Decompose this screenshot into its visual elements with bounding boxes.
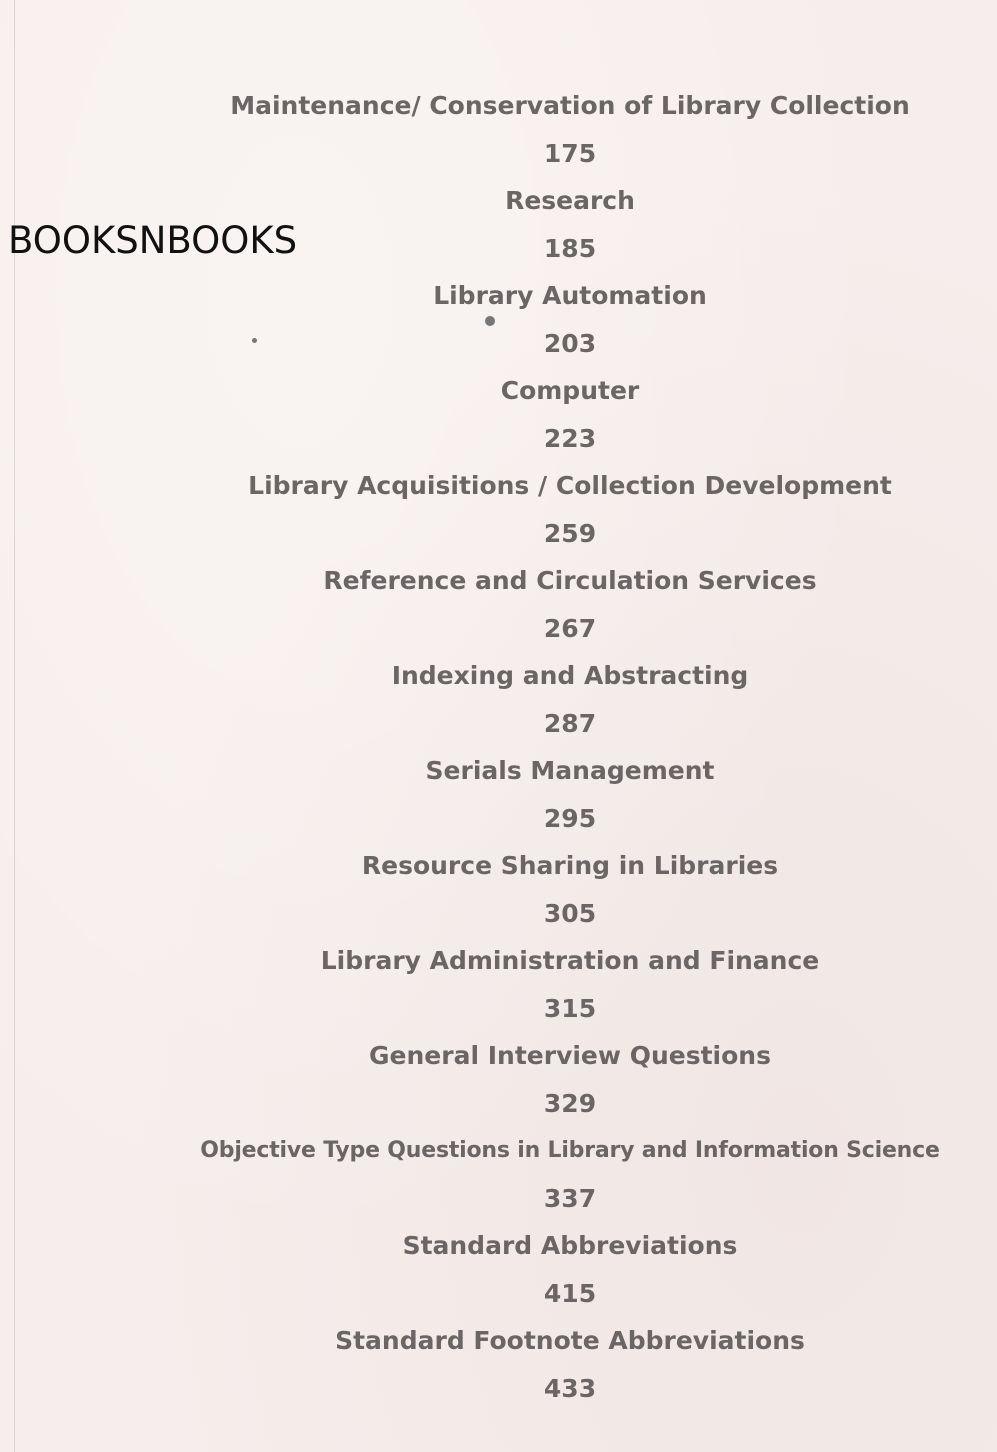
toc-entry-page: 259 (543, 518, 597, 548)
toc-entry-page: 433 (543, 1373, 597, 1403)
toc-entry (140, 177, 997, 272)
toc-entry (140, 747, 997, 842)
toc-entry-title: Objective Type Questions in Library and Information Science (200, 1138, 940, 1163)
toc-entry (140, 557, 997, 652)
toc-entry (140, 842, 997, 937)
toc-entry-title: Library Acquisitions / Collection Development (248, 471, 892, 500)
toc-entry-title: Computer (500, 376, 640, 405)
page-edge-shadow (14, 0, 15, 1452)
toc-entry-title: Resource Sharing in Libraries (361, 851, 779, 880)
ink-speck (252, 338, 257, 343)
toc-entry (140, 1032, 997, 1127)
toc-entry-page: 267 (543, 613, 597, 643)
ink-speck (485, 316, 495, 326)
toc-entry-page: 337 (543, 1183, 597, 1213)
toc-entry-page: 223 (543, 423, 597, 453)
toc-entry (140, 272, 997, 367)
toc-entry (140, 82, 997, 177)
toc-entry-title: General Interview Questions (369, 1041, 771, 1070)
table-of-contents (140, 82, 997, 1412)
toc-entry (140, 462, 997, 557)
toc-entry-page: 295 (543, 803, 597, 833)
toc-entry (140, 1317, 997, 1412)
toc-entry-page: 203 (543, 328, 597, 358)
toc-entry-title: Library Automation (433, 281, 707, 310)
toc-entry-page: 415 (543, 1278, 597, 1308)
toc-entry-title: Standard Footnote Abbreviations (335, 1326, 805, 1355)
toc-entry-page: 287 (543, 708, 597, 738)
toc-entry-title: Standard Abbreviations (402, 1231, 738, 1260)
watermark-text: BOOKSNBOOKS (8, 219, 298, 262)
toc-entry-title: Research (505, 186, 635, 215)
toc-entry (140, 652, 997, 747)
toc-entry-page: 329 (543, 1088, 597, 1118)
toc-entry-title: Library Administration and Finance (320, 946, 820, 975)
toc-entry (140, 367, 997, 462)
toc-entry-page: 185 (543, 233, 597, 263)
toc-entry-title: Indexing and Abstracting (391, 661, 749, 690)
toc-entry-title: Maintenance/ Conservation of Library Collection (230, 91, 910, 120)
toc-entry-page: 175 (543, 138, 597, 168)
toc-entry (140, 1222, 997, 1317)
toc-entry-page: 305 (543, 898, 597, 928)
toc-entry-title: Reference and Circulation Services (323, 566, 817, 595)
toc-entry-title: Serials Management (425, 756, 715, 785)
toc-entry-page: 315 (543, 993, 597, 1023)
toc-entry (140, 937, 997, 1032)
toc-entry (140, 1127, 997, 1222)
